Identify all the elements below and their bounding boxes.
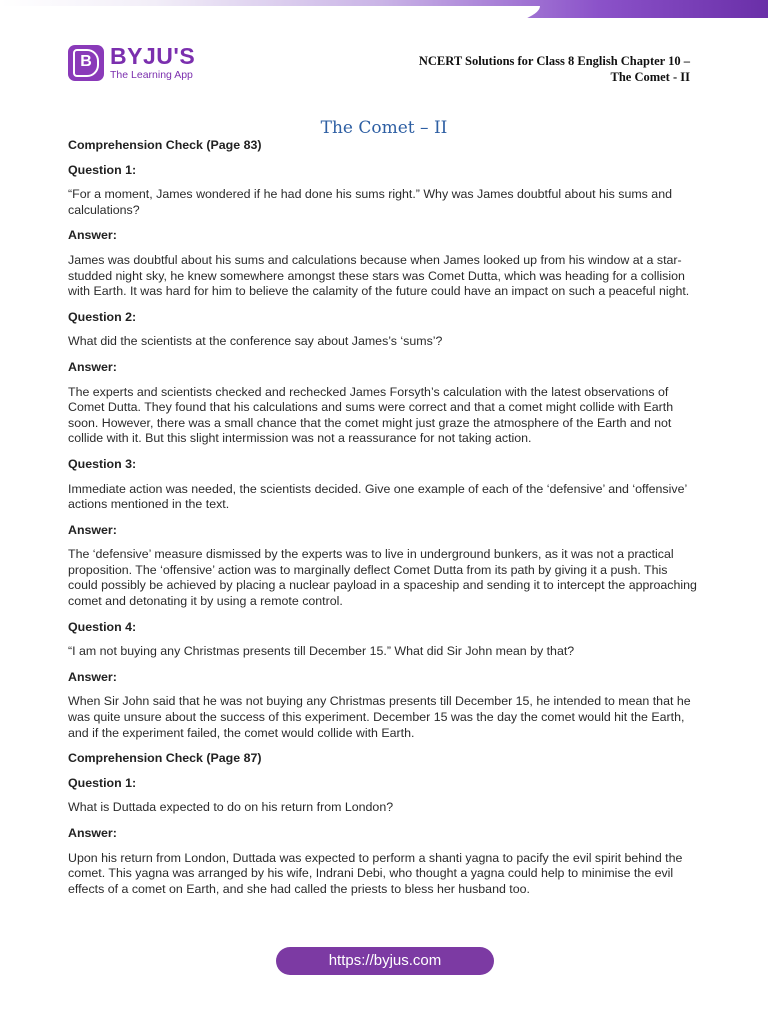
section-heading: Question 2: [68,309,137,324]
page-title: The Comet – II [320,118,448,138]
body-paragraph: What is Duttada expected to do on his return from London? [68,800,394,815]
body-paragraph: Immediate action was needed, the scientists decided. Give one example of each of the ‘defensive’ and ‘offensive’ actions mentioned in the text. [68,481,687,512]
body-paragraph: When Sir John said that he was not buying any Christmas presents till December 15, he intended to mean that he was quite unsure about the success of this experiment. December 15 was the day the comet would hit the Earth, and if the experiment failed, the comet would collide with Earth. [68,694,691,740]
section-heading: Answer: [68,359,117,374]
brand-tagline: The Learning App [110,69,193,82]
doc-title-line1: NCERT Solutions for Class 8 English Chapter 10 – [418,54,690,68]
doc-title-line2: The Comet - II [610,70,690,84]
section-heading: Answer: [68,228,117,243]
byjus-logo[interactable] [68,45,195,81]
brand-name: BYJU'S [110,43,196,70]
section-heading: Question 1: [68,162,137,177]
section-heading: Question 3: [68,456,137,471]
website-link-button[interactable]: https://byjus.com [276,947,494,975]
body-paragraph: The ‘defensive’ measure dismissed by the experts was to live in underground bunkers, as it was not a practical proposition. The ‘offensive’ action was to marginally deflect Comet Dutta from its path by giving it a push. This could possibly be achieved by placing a nuclear payload in a spaceship and sending it to intercept the approaching comet and detonating it by using a remote control. [68,547,697,609]
section-heading: Answer: [68,826,117,840]
body-paragraph: “I am not buying any Christmas presents till December 15.” What did Sir John mean by that? [68,644,575,659]
section-heading: Comprehension Check (Page 83) [68,138,262,152]
section-heading: Answer: [68,669,117,684]
document-body [68,138,700,907]
body-paragraph: James was doubtful about his sums and calculations because when James looked up from his window at a star-studded night sky, he knew somewhere amongst these stars was Comet Dutta, which was heading for a collision with Earth. It was hard for him to believe the calamity of the future could have an impact on such a peaceful night. [68,252,690,299]
section-heading: Question 4: [68,619,137,634]
section-heading: Answer: [68,522,117,537]
body-paragraph: Upon his return from London, Duttada was expected to perform a shanti yagna to pacify the evil spirit behind the comet. This yagna was arranged by his wife, Indrani Debi, who thought a yagna could help to minimise the evil effects of a comet on Earth, and she had called the priests to bless her husband too. [68,850,683,896]
section-heading: Comprehension Check (Page 87) [68,751,262,766]
body-paragraph: The experts and scientists checked and rechecked James Forsyth’s calculation with the latest observations of Comet Dutta. They found that his calculations and sums were correct and that a comet might collide with Earth soon. However, there was a small chance that the comet might just graze the atmosphere of the Earth and not collide with it. But this slight intermission was not a reassurance for not taking action. [68,384,674,446]
body-paragraph: “For a moment, James wondered if he had done his sums right.” Why was James doubtful about his sums and calculations? [68,187,672,217]
section-heading: Question 1: [68,775,137,790]
document-header [419,53,690,85]
top-band-curve [0,6,540,46]
byjus-b-icon: B [68,45,104,81]
body-paragraph: What did the scientists at the conference say about James’s ‘sums’? [68,334,443,349]
